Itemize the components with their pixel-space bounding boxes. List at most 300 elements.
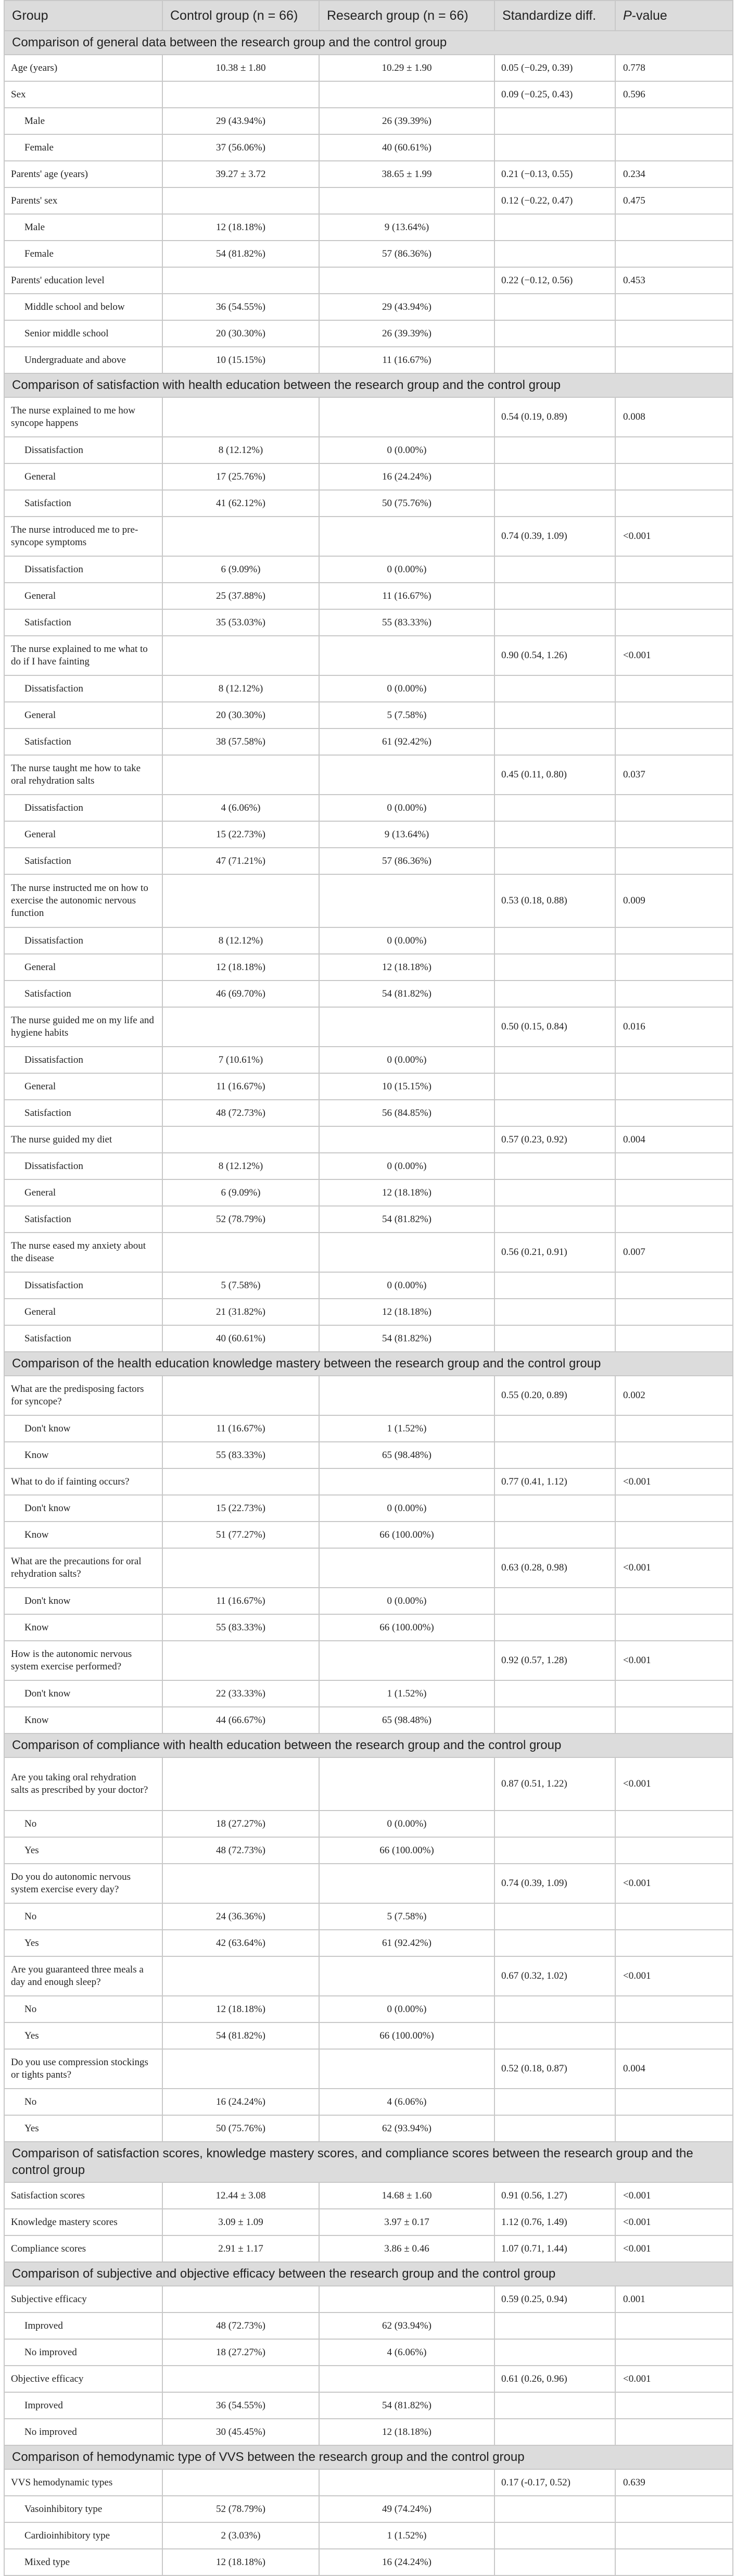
std-diff-value <box>494 1100 615 1126</box>
std-diff-value <box>494 1707 615 1733</box>
std-diff-value <box>494 1442 615 1468</box>
header-std-diff: Standardize diff. <box>494 1 615 31</box>
table-row <box>4 294 733 320</box>
research-value <box>319 1376 494 1415</box>
control-value <box>162 1376 319 1415</box>
row-label: Female <box>4 134 162 161</box>
control-value: 10 (15.15%) <box>162 347 319 373</box>
control-value: 12 (18.18%) <box>162 1996 319 2022</box>
row-label: No <box>4 1903 162 1930</box>
control-value: 21 (31.82%) <box>162 1299 319 1325</box>
row-label: Male <box>4 214 162 241</box>
table-row <box>4 517 733 556</box>
p-value <box>615 2392 733 2419</box>
std-diff-value <box>494 1299 615 1325</box>
row-label: No <box>4 1996 162 2022</box>
research-value: 54 (81.82%) <box>319 981 494 1007</box>
research-value: 40 (60.61%) <box>319 134 494 161</box>
control-value: 29 (43.94%) <box>162 108 319 134</box>
table-row <box>4 2089 733 2115</box>
research-value: 9 (13.64%) <box>319 214 494 241</box>
p-value: <0.001 <box>615 1548 733 1588</box>
research-value <box>319 1468 494 1495</box>
row-label: The nurse taught me how to take oral rehydration salts <box>4 755 162 795</box>
research-value: 16 (24.24%) <box>319 2549 494 2575</box>
p-value <box>615 2522 733 2549</box>
research-value: 66 (100.00%) <box>319 1837 494 1864</box>
research-value: 66 (100.00%) <box>319 2022 494 2049</box>
std-diff-value <box>494 675 615 702</box>
research-value: 0 (0.00%) <box>319 1047 494 1073</box>
row-label: Improved <box>4 2313 162 2339</box>
row-label: Vasoinhibitory type <box>4 2496 162 2522</box>
p-value <box>615 1179 733 1206</box>
control-value: 22 (33.33%) <box>162 1680 319 1707</box>
row-label: General <box>4 702 162 728</box>
table-row <box>4 2235 733 2262</box>
row-label: The nurse instructed me on how to exercise the autonomic nervous function <box>4 874 162 927</box>
row-label: The nurse introduced me to pre-syncope symptoms <box>4 517 162 556</box>
control-value: 6 (9.09%) <box>162 1179 319 1206</box>
control-value: 20 (30.30%) <box>162 702 319 728</box>
table-row <box>4 1641 733 1680</box>
table-row <box>4 755 733 795</box>
row-label: The nurse eased my anxiety about the disease <box>4 1233 162 1272</box>
table-row <box>4 55 733 81</box>
control-value: 55 (83.33%) <box>162 1614 319 1641</box>
table-row <box>4 1548 733 1588</box>
control-value: 54 (81.82%) <box>162 241 319 267</box>
row-label: Cardioinhibitory type <box>4 2522 162 2549</box>
table-row <box>4 702 733 728</box>
table-row <box>4 1614 733 1641</box>
table-row <box>4 2286 733 2313</box>
p-value <box>615 675 733 702</box>
std-diff-value <box>494 2089 615 2115</box>
std-diff-value: 0.53 (0.18, 0.88) <box>494 874 615 927</box>
research-value: 65 (98.48%) <box>319 1442 494 1468</box>
row-label: Do you use compression stockings or tights pants? <box>4 2049 162 2089</box>
research-value <box>319 1757 494 1811</box>
table-row <box>4 2496 733 2522</box>
row-label: Parents' age (years) <box>4 161 162 187</box>
research-value: 14.68 ± 1.60 <box>319 2182 494 2209</box>
row-label: Don't know <box>4 1415 162 1442</box>
p-value <box>615 795 733 821</box>
row-label: Are you taking oral rehydration salts as prescribed by your doctor? <box>4 1757 162 1811</box>
row-label: Satisfaction <box>4 1325 162 1352</box>
row-label: Satisfaction <box>4 981 162 1007</box>
control-value: 39.27 ± 3.72 <box>162 161 319 187</box>
row-label: General <box>4 821 162 848</box>
control-value: 37 (56.06%) <box>162 134 319 161</box>
research-value: 1 (1.52%) <box>319 1680 494 1707</box>
std-diff-value: 0.57 (0.23, 0.92) <box>494 1126 615 1153</box>
row-label: No <box>4 2089 162 2115</box>
research-value <box>319 1126 494 1153</box>
table-row <box>4 2049 733 2089</box>
research-value <box>319 1548 494 1588</box>
p-value <box>615 2339 733 2366</box>
table-row <box>4 108 733 134</box>
p-value <box>615 2089 733 2115</box>
p-value <box>615 1206 733 1233</box>
row-label: Parents' education level <box>4 267 162 294</box>
research-value: 0 (0.00%) <box>319 1811 494 1837</box>
p-value <box>615 2549 733 2575</box>
std-diff-value <box>494 1415 615 1442</box>
control-value <box>162 1126 319 1153</box>
p-value <box>615 1930 733 1956</box>
control-value <box>162 1757 319 1811</box>
header-p-rest: -value <box>631 8 667 23</box>
row-label: What are the precautions for oral rehydration salts? <box>4 1548 162 1588</box>
p-value <box>615 1614 733 1641</box>
row-label: Are you guaranteed three meals a day and enough sleep? <box>4 1956 162 1996</box>
research-value: 26 (39.39%) <box>319 320 494 347</box>
std-diff-value <box>494 2313 615 2339</box>
row-label: Knowledge mastery scores <box>4 2209 162 2235</box>
control-value: 8 (12.12%) <box>162 927 319 954</box>
control-value: 8 (12.12%) <box>162 1153 319 1179</box>
control-value <box>162 1641 319 1680</box>
research-value <box>319 187 494 214</box>
table-row <box>4 1468 733 1495</box>
research-value: 5 (7.58%) <box>319 1903 494 1930</box>
std-diff-value: 0.59 (0.25, 0.94) <box>494 2286 615 2313</box>
row-label: Parents' sex <box>4 187 162 214</box>
p-value <box>615 347 733 373</box>
research-value: 61 (92.42%) <box>319 728 494 755</box>
research-value: 54 (81.82%) <box>319 1206 494 1233</box>
table-row <box>4 1206 733 1233</box>
section-header-row <box>4 2445 733 2469</box>
p-value <box>615 490 733 517</box>
std-diff-value <box>494 1179 615 1206</box>
table-row <box>4 320 733 347</box>
research-value: 49 (74.24%) <box>319 2496 494 2522</box>
p-value: <0.001 <box>615 2209 733 2235</box>
control-value: 41 (62.12%) <box>162 490 319 517</box>
row-label: The nurse guided me on my life and hygiene habits <box>4 1007 162 1047</box>
control-value <box>162 636 319 675</box>
research-value: 12 (18.18%) <box>319 1179 494 1206</box>
p-value <box>615 927 733 954</box>
research-value: 55 (83.33%) <box>319 609 494 636</box>
p-value <box>615 1073 733 1100</box>
research-value <box>319 755 494 795</box>
row-label: General <box>4 954 162 981</box>
control-value: 52 (78.79%) <box>162 2496 319 2522</box>
row-label: Know <box>4 1614 162 1641</box>
p-value <box>615 848 733 874</box>
control-value: 3.09 ± 1.09 <box>162 2209 319 2235</box>
control-value: 12.44 ± 3.08 <box>162 2182 319 2209</box>
research-value: 57 (86.36%) <box>319 848 494 874</box>
table-body <box>4 31 733 2575</box>
row-label: Know <box>4 1442 162 1468</box>
table-row <box>4 1956 733 1996</box>
p-value: <0.001 <box>615 1641 733 1680</box>
control-value: 40 (60.61%) <box>162 1325 319 1352</box>
research-value: 0 (0.00%) <box>319 1495 494 1522</box>
std-diff-value <box>494 2549 615 2575</box>
p-value <box>615 214 733 241</box>
p-value <box>615 1325 733 1352</box>
p-value: 0.016 <box>615 1007 733 1047</box>
control-value: 4 (6.06%) <box>162 795 319 821</box>
std-diff-value: 0.63 (0.28, 0.98) <box>494 1548 615 1588</box>
research-value: 66 (100.00%) <box>319 1614 494 1641</box>
row-label: VVS hemodynamic types <box>4 2469 162 2496</box>
header-group: Group <box>4 1 162 31</box>
table-row <box>4 583 733 609</box>
p-value <box>615 702 733 728</box>
std-diff-value <box>494 320 615 347</box>
row-label: General <box>4 583 162 609</box>
std-diff-value: 0.90 (0.54, 1.26) <box>494 636 615 675</box>
control-value: 16 (24.24%) <box>162 2089 319 2115</box>
table-row <box>4 437 733 463</box>
std-diff-value <box>494 795 615 821</box>
table-row <box>4 1047 733 1073</box>
table-row <box>4 1996 733 2022</box>
std-diff-value: 0.91 (0.56, 1.27) <box>494 2182 615 2209</box>
table-row <box>4 1126 733 1153</box>
std-diff-value: 0.56 (0.21, 0.91) <box>494 1233 615 1272</box>
p-value: <0.001 <box>615 1864 733 1903</box>
table-row <box>4 927 733 954</box>
p-value <box>615 1837 733 1864</box>
row-label: Satisfaction <box>4 848 162 874</box>
std-diff-value <box>494 1272 615 1299</box>
row-label: What are the predisposing factors for syncope? <box>4 1376 162 1415</box>
row-label: Satisfaction <box>4 1100 162 1126</box>
control-value: 20 (30.30%) <box>162 320 319 347</box>
table-header <box>4 1 733 31</box>
std-diff-value: 0.05 (−0.29, 0.39) <box>494 55 615 81</box>
control-value: 8 (12.12%) <box>162 437 319 463</box>
std-diff-value <box>494 1495 615 1522</box>
control-value: 24 (36.36%) <box>162 1903 319 1930</box>
research-value: 26 (39.39%) <box>319 108 494 134</box>
row-label: No <box>4 1811 162 1837</box>
row-label: Male <box>4 108 162 134</box>
std-diff-value <box>494 702 615 728</box>
table-row <box>4 2522 733 2549</box>
row-label: Satisfaction <box>4 609 162 636</box>
std-diff-value <box>494 2392 615 2419</box>
p-value: 0.596 <box>615 81 733 108</box>
p-value <box>615 609 733 636</box>
table-row <box>4 347 733 373</box>
row-label: General <box>4 1179 162 1206</box>
control-value: 8 (12.12%) <box>162 675 319 702</box>
p-value <box>615 463 733 490</box>
std-diff-value <box>494 294 615 320</box>
control-value: 51 (77.27%) <box>162 1522 319 1548</box>
p-value: 0.639 <box>615 2469 733 2496</box>
control-value: 38 (57.58%) <box>162 728 319 755</box>
table-row <box>4 267 733 294</box>
control-value <box>162 874 319 927</box>
row-label: What to do if fainting occurs? <box>4 1468 162 1495</box>
table-row <box>4 490 733 517</box>
p-value <box>615 2313 733 2339</box>
row-label: Satisfaction scores <box>4 2182 162 2209</box>
p-value: 0.037 <box>615 755 733 795</box>
table-row <box>4 1522 733 1548</box>
p-value <box>615 583 733 609</box>
p-value <box>615 2496 733 2522</box>
control-value: 17 (25.76%) <box>162 463 319 490</box>
row-label: Compliance scores <box>4 2235 162 2262</box>
control-value <box>162 1956 319 1996</box>
p-value: 0.778 <box>615 55 733 81</box>
row-label: General <box>4 1299 162 1325</box>
p-value <box>615 556 733 583</box>
p-value: 0.007 <box>615 1233 733 1272</box>
table-row <box>4 1272 733 1299</box>
section-header-row <box>4 2142 733 2182</box>
std-diff-value <box>494 2496 615 2522</box>
header-p-italic: P <box>623 8 632 23</box>
table-row <box>4 1100 733 1126</box>
row-label: Subjective efficacy <box>4 2286 162 2313</box>
research-value <box>319 2469 494 2496</box>
row-label: No improved <box>4 2419 162 2445</box>
table-row <box>4 728 733 755</box>
p-value: <0.001 <box>615 2182 733 2209</box>
p-value: 0.009 <box>615 874 733 927</box>
control-value: 2.91 ± 1.17 <box>162 2235 319 2262</box>
table-row <box>4 81 733 108</box>
std-diff-value: 0.77 (0.41, 1.12) <box>494 1468 615 1495</box>
std-diff-value <box>494 1522 615 1548</box>
std-diff-value <box>494 134 615 161</box>
std-diff-value: 1.07 (0.71, 1.44) <box>494 2235 615 2262</box>
std-diff-value: 0.55 (0.20, 0.89) <box>494 1376 615 1415</box>
research-value: 54 (81.82%) <box>319 1325 494 1352</box>
table-row <box>4 187 733 214</box>
control-value: 12 (18.18%) <box>162 214 319 241</box>
table-row <box>4 675 733 702</box>
research-value <box>319 517 494 556</box>
section-header-row <box>4 373 733 397</box>
research-value: 29 (43.94%) <box>319 294 494 320</box>
research-value: 0 (0.00%) <box>319 437 494 463</box>
table-row <box>4 2469 733 2496</box>
table-row <box>4 2313 733 2339</box>
research-value: 11 (16.67%) <box>319 583 494 609</box>
section-title: Comparison of subjective and objective efficacy between the research group and the control group <box>4 2262 733 2286</box>
std-diff-value: 0.22 (−0.12, 0.56) <box>494 267 615 294</box>
std-diff-value: 0.52 (0.18, 0.87) <box>494 2049 615 2089</box>
std-diff-value <box>494 1614 615 1641</box>
p-value <box>615 1442 733 1468</box>
control-value <box>162 397 319 437</box>
research-value: 61 (92.42%) <box>319 1930 494 1956</box>
std-diff-value <box>494 108 615 134</box>
row-label: Satisfaction <box>4 728 162 755</box>
research-value: 57 (86.36%) <box>319 241 494 267</box>
table-row <box>4 2339 733 2366</box>
std-diff-value <box>494 2522 615 2549</box>
row-label: Dissatisfaction <box>4 556 162 583</box>
table-row <box>4 795 733 821</box>
control-value <box>162 1548 319 1588</box>
std-diff-value <box>494 821 615 848</box>
control-value <box>162 1864 319 1903</box>
research-value: 5 (7.58%) <box>319 702 494 728</box>
section-header-row <box>4 2262 733 2286</box>
section-title: Comparison of compliance with health education between the research group and the control group <box>4 1733 733 1757</box>
std-diff-value: 0.21 (−0.13, 0.55) <box>494 161 615 187</box>
table-row <box>4 1442 733 1468</box>
std-diff-value <box>494 1680 615 1707</box>
p-value: 0.453 <box>615 267 733 294</box>
std-diff-value <box>494 1047 615 1073</box>
p-value <box>615 437 733 463</box>
p-value: 0.475 <box>615 187 733 214</box>
row-label: Don't know <box>4 1495 162 1522</box>
std-diff-value <box>494 1930 615 1956</box>
p-value: 0.004 <box>615 1126 733 1153</box>
std-diff-value <box>494 981 615 1007</box>
p-value <box>615 1996 733 2022</box>
std-diff-value: 0.17 (-0.17, 0.52) <box>494 2469 615 2496</box>
row-label: Dissatisfaction <box>4 1153 162 1179</box>
control-value: 54 (81.82%) <box>162 2022 319 2049</box>
row-label: Female <box>4 241 162 267</box>
p-value <box>615 1903 733 1930</box>
row-label: Satisfaction <box>4 490 162 517</box>
table-row <box>4 1233 733 1272</box>
table-row <box>4 1153 733 1179</box>
research-value <box>319 636 494 675</box>
table-row <box>4 821 733 848</box>
research-value <box>319 874 494 927</box>
table-row <box>4 214 733 241</box>
table-row <box>4 1495 733 1522</box>
row-label: Don't know <box>4 1588 162 1614</box>
research-value: 0 (0.00%) <box>319 927 494 954</box>
p-value <box>615 728 733 755</box>
p-value <box>615 1680 733 1707</box>
research-value: 0 (0.00%) <box>319 795 494 821</box>
control-value: 44 (66.67%) <box>162 1707 319 1733</box>
research-value: 4 (6.06%) <box>319 2089 494 2115</box>
table-row <box>4 2209 733 2235</box>
research-value: 3.97 ± 0.17 <box>319 2209 494 2235</box>
p-value <box>615 1522 733 1548</box>
table-row <box>4 1680 733 1707</box>
results-table <box>4 0 733 2576</box>
row-label: Objective efficacy <box>4 2366 162 2392</box>
control-value: 18 (27.27%) <box>162 1811 319 1837</box>
table-row <box>4 1811 733 1837</box>
control-value: 42 (63.64%) <box>162 1930 319 1956</box>
research-value <box>319 1641 494 1680</box>
p-value <box>615 108 733 134</box>
std-diff-value <box>494 437 615 463</box>
research-value <box>319 81 494 108</box>
row-label: Age (years) <box>4 55 162 81</box>
row-label: The nurse explained to me how syncope happens <box>4 397 162 437</box>
p-value <box>615 1707 733 1733</box>
std-diff-value <box>494 1903 615 1930</box>
control-value <box>162 187 319 214</box>
